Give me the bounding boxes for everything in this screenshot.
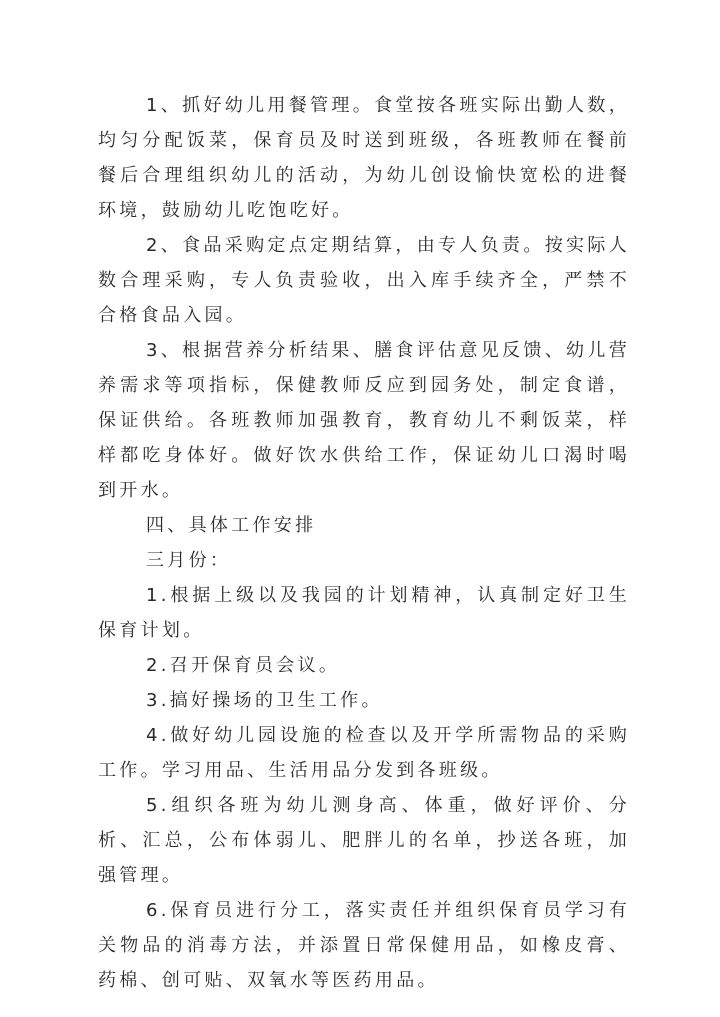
paragraph-nutrition-analysis: 3、根据营养分析结果、膳食评估意见反馈、幼儿营养需求等项指标，保健教师反应到园务处，制定食谱，保证供给。各班教师加强教育，教育幼儿不剩饭菜，样样都吃身体好。做好饮水供给工作，保证幼儿口渴时喝到开水。 [98, 340, 630, 501]
list-item: 4.做好幼儿园设施的检查以及开学所需物品的采购工作。学习用品、生活用品分发到各班级。 [98, 725, 630, 781]
list-item: 1.根据上级以及我园的计划精神，认真制定好卫生保育计划。 [98, 585, 630, 641]
paragraph-meal-management: 1、抓好幼儿用餐管理。食堂按各班实际出勤人数，均匀分配饭菜，保育员及时送到班级，各班教师在餐前餐后合理组织幼儿的活动，为幼儿创设愉快宽松的进餐环境，鼓励幼儿吃饱吃好。 [98, 95, 630, 221]
document-body [98, 88, 630, 998]
list-item: 5.组织各班为幼儿测身高、体重，做好评价、分析、汇总，公布体弱儿、肥胖儿的名单，抄送各班，加强管理。 [98, 795, 630, 886]
section-heading-work-arrangement: 四、具体工作安排 [146, 515, 317, 536]
list-item: 2.召开保育员会议。 [146, 655, 341, 676]
list-item: 6.保育员进行分工，落实责任并组织保育员学习有关物品的消毒方法，并添置日常保健用品，如橡皮膏、药棉、创可贴、双氧水等医药用品。 [98, 900, 630, 991]
list-item: 3.搞好操场的卫生工作。 [146, 690, 383, 711]
month-heading-march: 三月份： [146, 550, 232, 571]
paragraph-food-purchasing: 2、食品采购定点定期结算，由专人负责。按实际人数合理采购，专人负责验收，出入库手续齐全，严禁不合格食品入园。 [98, 235, 630, 326]
